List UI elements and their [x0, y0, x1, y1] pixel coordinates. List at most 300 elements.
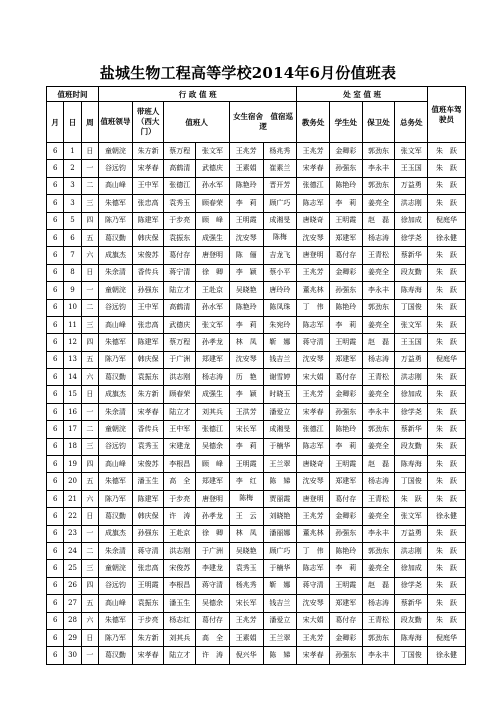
- cell-security: 王青松: [362, 490, 395, 507]
- cell-day: 15: [64, 386, 81, 403]
- cell-duty-1: 高 全: [164, 473, 196, 490]
- cell-dorm-1: 袁秀玉: [229, 560, 263, 577]
- cell-academic-affairs: 丁 伟: [297, 542, 330, 559]
- cell-academic-affairs: 唐登明: [297, 490, 330, 507]
- cell-security: 赵 磊: [362, 577, 395, 594]
- cell-driver: 徐永健: [428, 508, 466, 525]
- cell-day: 22: [64, 508, 81, 525]
- cell-dorm-2: 顾广巧: [263, 195, 297, 212]
- cell-dorm-1: 林 凤: [229, 334, 263, 351]
- cell-security: 杨志涛: [362, 351, 395, 368]
- cell-student-affairs: 王明霞: [329, 456, 362, 473]
- header-student-affairs: 学生处: [329, 102, 362, 143]
- cell-security: 杨志涛: [362, 595, 395, 612]
- table-row: [47, 316, 466, 333]
- cell-day: 3: [64, 177, 81, 194]
- cell-month: 6: [47, 195, 64, 212]
- cell-general-affairs: 张文军: [395, 508, 428, 525]
- cell-leader: 高山峰: [99, 177, 133, 194]
- cell-day: 21: [64, 490, 81, 507]
- cell-leader: 陈乃军: [99, 629, 133, 646]
- cell-dorm-1: 宋长军: [229, 595, 263, 612]
- cell-student-affairs: 金卿彩: [329, 386, 362, 403]
- cell-general-affairs: 王玉国: [395, 160, 428, 177]
- header-office-duty: 处 室 值 班: [297, 87, 428, 102]
- cell-academic-affairs: 宋孝春: [297, 160, 330, 177]
- cell-driver: 朱 跃: [428, 490, 466, 507]
- cell-academic-affairs: 唐晓奇: [297, 456, 330, 473]
- cell-month: 6: [47, 542, 64, 559]
- cell-academic-affairs: 蒋守清: [297, 577, 330, 594]
- cell-driver: 徐永健: [428, 647, 466, 664]
- cell-day: 20: [64, 473, 81, 490]
- cell-driver: 徐永健: [428, 229, 466, 246]
- cell-dorm-2: 崔素兰: [263, 160, 297, 177]
- cell-academic-affairs: 王兆芳: [297, 143, 330, 160]
- table-row: [47, 612, 466, 629]
- cell-dorm-1: 沈安琴: [229, 229, 263, 246]
- cell-student-affairs: 葛付存: [329, 612, 362, 629]
- cell-driver: 朱 跃: [428, 595, 466, 612]
- roster-body: [47, 143, 466, 665]
- cell-student-affairs: 金卿彩: [329, 629, 362, 646]
- cell-teacher: 朱方新: [132, 629, 164, 646]
- cell-academic-affairs: 王兆芳: [297, 629, 330, 646]
- cell-driver: 朱 跃: [428, 577, 466, 594]
- cell-weekday: 三: [81, 438, 98, 455]
- table-row: [47, 282, 466, 299]
- cell-weekday: 二: [81, 421, 98, 438]
- cell-student-affairs: 金卿彩: [329, 264, 362, 281]
- cell-teacher: 香传兵: [132, 264, 164, 281]
- cell-dorm-1: 王兆芳: [229, 143, 263, 160]
- cell-security: 杨志涛: [362, 473, 395, 490]
- header-duty-person: 值班人: [164, 102, 229, 143]
- cell-academic-affairs: 唐晓奇: [297, 212, 330, 229]
- cell-duty-2: 徐 卿: [196, 525, 230, 542]
- cell-student-affairs: 金卿彩: [329, 508, 362, 525]
- cell-month: 6: [47, 403, 64, 420]
- cell-student-affairs: 葛付存: [329, 247, 362, 264]
- cell-student-affairs: 陈艳玲: [329, 177, 362, 194]
- cell-leader: 童朝浣: [99, 560, 133, 577]
- cell-duty-1: 刘其兵: [164, 629, 196, 646]
- cell-dorm-2: 潘爱立: [263, 403, 297, 420]
- cell-security: 赵 磊: [362, 456, 395, 473]
- cell-weekday: 六: [81, 369, 98, 386]
- cell-dorm-2: 成湘旻: [263, 212, 297, 229]
- cell-teacher: 于步亮: [132, 612, 164, 629]
- cell-driver: 朱 跃: [428, 542, 466, 559]
- table-row: [47, 212, 466, 229]
- table-row: [47, 595, 466, 612]
- header-driver: 值班车驾驶员: [428, 87, 466, 143]
- cell-teacher: 王中军: [132, 299, 164, 316]
- cell-duty-2: 郑建军: [196, 473, 230, 490]
- cell-security: 姜亮全: [362, 195, 395, 212]
- cell-academic-affairs: 王兆芳: [297, 508, 330, 525]
- cell-driver: 朱 跃: [428, 177, 466, 194]
- cell-driver: 朱 跃: [428, 143, 466, 160]
- cell-weekday: 六: [81, 612, 98, 629]
- cell-weekday: 五: [81, 351, 98, 368]
- table-row: [47, 490, 466, 507]
- cell-security: 王青松: [362, 612, 395, 629]
- cell-dorm-1: 倪兴华: [229, 647, 263, 664]
- cell-month: 6: [47, 282, 64, 299]
- cell-duty-2: 张文军: [196, 316, 230, 333]
- cell-general-affairs: 蔡新华: [395, 421, 428, 438]
- cell-driver: 朱 跃: [428, 386, 466, 403]
- cell-teacher: 孙强东: [132, 282, 164, 299]
- cell-weekday: 五: [81, 595, 98, 612]
- header-week: 周: [81, 102, 98, 143]
- cell-dorm-1: 王洪芳: [229, 403, 263, 420]
- cell-duty-1: 蒋宁清: [164, 264, 196, 281]
- cell-leader: 葛汉勤: [99, 369, 133, 386]
- cell-dorm-1: 吴晓艳: [229, 282, 263, 299]
- cell-security: 姜亮全: [362, 386, 395, 403]
- cell-duty-1: 洪志刚: [164, 542, 196, 559]
- cell-general-affairs: 蔡新华: [395, 247, 428, 264]
- cell-driver: 朱 跃: [428, 247, 466, 264]
- cell-duty-1: 宋俊苏: [164, 560, 196, 577]
- cell-security: 杨志涛: [362, 229, 395, 246]
- cell-teacher: 张忠高: [132, 316, 164, 333]
- cell-driver: 朱 跃: [428, 421, 466, 438]
- cell-academic-affairs: 宋大娟: [297, 369, 330, 386]
- header-teacher: 带班人（西大门）: [132, 102, 164, 143]
- cell-driver: 朱 跃: [428, 560, 466, 577]
- cell-duty-1: 蔡万程: [164, 143, 196, 160]
- cell-security: 郭劲东: [362, 421, 395, 438]
- cell-student-affairs: 郑建军: [329, 595, 362, 612]
- table-row: [47, 386, 466, 403]
- cell-general-affairs: 段友勤: [395, 438, 428, 455]
- cell-teacher: 孙强东: [132, 525, 164, 542]
- cell-weekday: 二: [81, 177, 98, 194]
- cell-student-affairs: 李 莉: [329, 195, 362, 212]
- cell-leader: 朱余清: [99, 542, 133, 559]
- cell-student-affairs: 郑建军: [329, 473, 362, 490]
- cell-dorm-1: 王素娟: [229, 629, 263, 646]
- cell-general-affairs: 张文军: [395, 143, 428, 160]
- cell-dorm-1: 王 云: [229, 508, 263, 525]
- cell-month: 6: [47, 299, 64, 316]
- cell-security: 李永丰: [362, 525, 395, 542]
- cell-academic-affairs: 宋大娟: [297, 612, 330, 629]
- cell-teacher: 王中军: [132, 177, 164, 194]
- cell-day: 26: [64, 577, 81, 594]
- cell-day: 3: [64, 195, 81, 212]
- cell-driver: 朱 跃: [428, 403, 466, 420]
- cell-general-affairs: 段友勤: [395, 612, 428, 629]
- cell-dorm-1: 吴晓艳: [229, 542, 263, 559]
- cell-leader: 陈乃军: [99, 490, 133, 507]
- cell-academic-affairs: 陈志军: [297, 195, 330, 212]
- table-row: [47, 143, 466, 160]
- cell-dorm-1: 历 艳: [229, 369, 263, 386]
- cell-teacher: 宋孝春: [132, 160, 164, 177]
- cell-month: 6: [47, 525, 64, 542]
- cell-dorm-2: 谢雪婷: [263, 369, 297, 386]
- cell-general-affairs: 洪志刚: [395, 542, 428, 559]
- cell-month: 6: [47, 351, 64, 368]
- cell-weekday: 五: [81, 473, 98, 490]
- cell-day: 10: [64, 299, 81, 316]
- cell-month: 6: [47, 508, 64, 525]
- cell-general-affairs: 丁国俊: [395, 647, 428, 664]
- cell-day: 29: [64, 629, 81, 646]
- cell-driver: 朱 跃: [428, 525, 466, 542]
- cell-security: 姜亮全: [362, 316, 395, 333]
- cell-dorm-2: 钱吉兰: [263, 595, 297, 612]
- cell-driver: 朱 跃: [428, 264, 466, 281]
- table-row: [47, 542, 466, 559]
- header-academic-affairs: 教务处: [297, 102, 330, 143]
- cell-weekday: 一: [81, 160, 98, 177]
- cell-academic-affairs: 张德江: [297, 177, 330, 194]
- cell-weekday: 日: [81, 629, 98, 646]
- cell-leader: 葛汉勤: [99, 647, 133, 664]
- cell-leader: 高山峰: [99, 595, 133, 612]
- cell-dorm-2: 陈凤珠: [263, 299, 297, 316]
- cell-month: 6: [47, 647, 64, 664]
- cell-dorm-1: 沈安琴: [229, 351, 263, 368]
- cell-driver: 倪庭华: [428, 351, 466, 368]
- table-row: [47, 299, 466, 316]
- cell-duty-2: 李建龙: [196, 560, 230, 577]
- cell-dorm-2: 朱宛玲: [263, 316, 297, 333]
- cell-day: 24: [64, 542, 81, 559]
- cell-teacher: 袁振东: [132, 369, 164, 386]
- cell-security: 姜亮全: [362, 560, 395, 577]
- cell-teacher: 韩庆保: [132, 351, 164, 368]
- cell-dorm-2: 王兰翠: [263, 456, 297, 473]
- cell-security: 郭劲东: [362, 177, 395, 194]
- cell-student-affairs: 李 莉: [329, 560, 362, 577]
- cell-teacher: 袁振东: [132, 595, 164, 612]
- cell-leader: 谷远钧: [99, 438, 133, 455]
- cell-dorm-2: 晋开芳: [263, 177, 297, 194]
- cell-security: 姜亮全: [362, 508, 395, 525]
- cell-student-affairs: 李 莉: [329, 316, 362, 333]
- cell-teacher: 宋俊苏: [132, 456, 164, 473]
- header-dorm-patrol: 女生宿舍 值宿巡逻: [229, 102, 296, 143]
- cell-weekday: 日: [81, 386, 98, 403]
- cell-dorm-2: 刘晓艳: [263, 508, 297, 525]
- cell-duty-2: 孙孝龙: [196, 334, 230, 351]
- cell-month: 6: [47, 629, 64, 646]
- header-leader: 值班领导: [99, 102, 133, 143]
- cell-duty-2: 吴德余: [196, 438, 230, 455]
- cell-weekday: 三: [81, 560, 98, 577]
- cell-day: 6: [64, 229, 81, 246]
- cell-day: 12: [64, 334, 81, 351]
- table-row: [47, 560, 466, 577]
- cell-duty-1: 杨志红: [164, 612, 196, 629]
- cell-driver: 朱 跃: [428, 473, 466, 490]
- cell-dorm-2: 于楠华: [263, 560, 297, 577]
- header-duty-time: 值班时间: [47, 87, 99, 102]
- cell-security: 王青松: [362, 369, 395, 386]
- cell-general-affairs: 丁国俊: [395, 473, 428, 490]
- cell-general-affairs: 徐加成: [395, 212, 428, 229]
- cell-month: 6: [47, 264, 64, 281]
- cell-academic-affairs: 沈安琴: [297, 351, 330, 368]
- cell-driver: 朱 跃: [428, 456, 466, 473]
- cell-dorm-2: 陈 娣: [263, 473, 297, 490]
- cell-general-affairs: 陈寿海: [395, 629, 428, 646]
- cell-duty-1: 袁振东: [164, 229, 196, 246]
- cell-duty-2: 唐登明: [196, 490, 230, 507]
- cell-teacher: 张忠高: [132, 560, 164, 577]
- cell-day: 11: [64, 316, 81, 333]
- cell-duty-1: 武德庆: [164, 316, 196, 333]
- table-row: [47, 647, 466, 664]
- cell-dorm-1: 宋长军: [229, 421, 263, 438]
- cell-dorm-2: 王兰翠: [263, 629, 297, 646]
- cell-general-affairs: 朱 跃: [395, 490, 428, 507]
- cell-security: 郭劲东: [362, 629, 395, 646]
- table-row: [47, 508, 466, 525]
- table-row: [47, 438, 466, 455]
- cell-month: 6: [47, 212, 64, 229]
- header-general-affairs: 总务处: [395, 102, 428, 143]
- cell-student-affairs: 王明霞: [329, 334, 362, 351]
- cell-dorm-2: 成湘旻: [263, 421, 297, 438]
- cell-duty-1: 陆立才: [164, 647, 196, 664]
- cell-duty-1: 陆立才: [164, 282, 196, 299]
- cell-academic-affairs: 张德江: [297, 421, 330, 438]
- cell-dorm-2: 潘爱立: [263, 612, 297, 629]
- cell-teacher: 香传兵: [132, 421, 164, 438]
- cell-weekday: 二: [81, 542, 98, 559]
- cell-weekday: 四: [81, 334, 98, 351]
- cell-duty-1: 李根昌: [164, 456, 196, 473]
- cell-duty-2: 杨志涛: [196, 369, 230, 386]
- cell-day: 14: [64, 369, 81, 386]
- header-day: 日: [64, 102, 81, 143]
- cell-general-affairs: 洪志刚: [395, 195, 428, 212]
- cell-dorm-2: 潘丽娜: [263, 525, 297, 542]
- table-row: [47, 456, 466, 473]
- cell-duty-1: 潘玉生: [164, 595, 196, 612]
- header-month: 月: [47, 102, 64, 143]
- cell-academic-affairs: 董兆林: [297, 525, 330, 542]
- cell-leader: 陈乃军: [99, 212, 133, 229]
- cell-dorm-2: 时晓玉: [263, 386, 297, 403]
- cell-leader: 朱余清: [99, 264, 133, 281]
- cell-leader: 童朝浣: [99, 143, 133, 160]
- cell-academic-affairs: 陈志军: [297, 316, 330, 333]
- cell-dorm-2: 陈 娣: [263, 647, 297, 664]
- table-row: [47, 351, 466, 368]
- cell-leader: 谷远钧: [99, 160, 133, 177]
- cell-academic-affairs: 沈安琴: [297, 473, 330, 490]
- cell-weekday: 一: [81, 525, 98, 542]
- cell-duty-1: 许 涛: [164, 508, 196, 525]
- cell-teacher: 陈建军: [132, 490, 164, 507]
- cell-security: 郭劲东: [362, 542, 395, 559]
- cell-student-affairs: 孙强东: [329, 647, 362, 664]
- cell-day: 18: [64, 438, 81, 455]
- cell-academic-affairs: 丁 伟: [297, 299, 330, 316]
- cell-month: 6: [47, 177, 64, 194]
- cell-duty-2: 徐 卿: [196, 264, 230, 281]
- cell-weekday: 三: [81, 316, 98, 333]
- cell-weekday: 日: [81, 264, 98, 281]
- cell-driver: 朱 跃: [428, 195, 466, 212]
- cell-dorm-1: 李 莉: [229, 195, 263, 212]
- cell-month: 6: [47, 247, 64, 264]
- cell-general-affairs: 万益勇: [395, 525, 428, 542]
- cell-academic-affairs: 王兆芳: [297, 264, 330, 281]
- cell-security: 赵 磊: [362, 334, 395, 351]
- cell-security: 王青松: [362, 247, 395, 264]
- cell-general-affairs: 陈寿海: [395, 456, 428, 473]
- cell-weekday: 四: [81, 456, 98, 473]
- cell-duty-2: 孙孝龙: [196, 508, 230, 525]
- cell-weekday: 五: [81, 229, 98, 246]
- cell-academic-affairs: 蒋守清: [297, 334, 330, 351]
- cell-teacher: 韩庆保: [132, 229, 164, 246]
- cell-dorm-1: 李 颖: [229, 386, 263, 403]
- cell-driver: 朱 跃: [428, 316, 466, 333]
- cell-security: 李永丰: [362, 282, 395, 299]
- cell-leader: 朱德军: [99, 334, 133, 351]
- cell-teacher: 陈建军: [132, 334, 164, 351]
- cell-day: 27: [64, 595, 81, 612]
- cell-day: 9: [64, 282, 81, 299]
- cell-security: 李永丰: [362, 647, 395, 664]
- cell-month: 6: [47, 612, 64, 629]
- cell-duty-2: 顾春荣: [196, 195, 230, 212]
- cell-driver: 倪庭华: [428, 212, 466, 229]
- cell-general-affairs: 徐学尧: [395, 577, 428, 594]
- cell-duty-2: 刘其兵: [196, 403, 230, 420]
- table-row: [47, 247, 466, 264]
- cell-academic-affairs: 宋孝春: [297, 403, 330, 420]
- table-row: [47, 577, 466, 594]
- cell-teacher: 袁秀玉: [132, 438, 164, 455]
- cell-leader: 高山峰: [99, 316, 133, 333]
- table-row: [47, 195, 466, 212]
- cell-academic-affairs: 沈安琴: [297, 595, 330, 612]
- cell-duty-1: 于广洲: [164, 351, 196, 368]
- duty-roster-table: [46, 86, 466, 665]
- cell-dorm-2: 蔡小平: [263, 264, 297, 281]
- cell-teacher: 宋孝春: [132, 403, 164, 420]
- cell-duty-2: 于广洲: [196, 542, 230, 559]
- cell-dorm-2: 顾广巧: [263, 542, 297, 559]
- cell-general-affairs: 徐加成: [395, 386, 428, 403]
- cell-duty-1: 蔡万程: [164, 334, 196, 351]
- cell-dorm-2: 唐玲玲: [263, 282, 297, 299]
- cell-duty-1: 高鹤清: [164, 299, 196, 316]
- table-row: [47, 264, 466, 281]
- page-title: 盐城生物工程高等学校2014年6月份值班表: [99, 64, 397, 82]
- cell-dorm-2: 于楠华: [263, 438, 297, 455]
- cell-month: 6: [47, 386, 64, 403]
- cell-duty-1: 洪志刚: [164, 369, 196, 386]
- cell-driver: 朱 跃: [428, 612, 466, 629]
- cell-duty-2: 许 涛: [196, 647, 230, 664]
- cell-teacher: 朱方新: [132, 386, 164, 403]
- cell-dorm-2: 钱吉兰: [263, 351, 297, 368]
- cell-dorm-1: 陈艳玲: [229, 177, 263, 194]
- cell-student-affairs: 孙强东: [329, 403, 362, 420]
